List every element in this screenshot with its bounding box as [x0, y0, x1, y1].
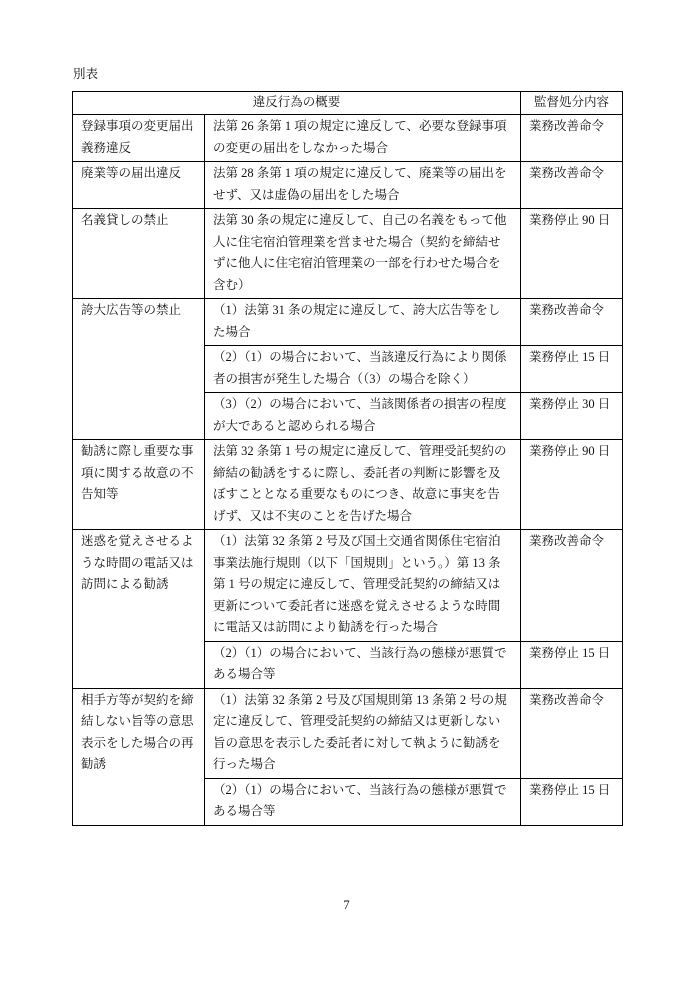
penalty-cell: 業務停止 90 日: [521, 440, 623, 530]
description-cell: 法第 32 条第 1 号の規定に違反して、管理受託契約の締結の勧誘をするに際し、委託者の判断に影響を及ぼすこととなる重要なものにつき、故意に事実を告げず、又は不実のことを告げた場合: [205, 440, 521, 530]
description-cell: 法第 28 条第 1 項の規定に違反して、廃業等の届出をせず、又は虚偽の届出をした場合: [205, 162, 521, 209]
table-row: [73, 299, 623, 346]
page-number: 7: [343, 898, 350, 912]
category-cell: 勧誘に際し重要な事項に関する故意の不告知等: [73, 440, 205, 530]
penalty-cell: 業務停止 15 日: [521, 346, 623, 393]
penalty-cell: 業務改善命令: [521, 299, 623, 346]
table-caption: 別表: [73, 67, 99, 81]
penalty-cell: 業務停止 90 日: [521, 209, 623, 299]
table-row: [73, 530, 623, 642]
header-violation-summary: 違反行為の概要: [73, 92, 521, 115]
category-cell: 迷惑を覚えさせるような時間の電話又は訪問による勧誘: [73, 530, 205, 689]
description-cell: 法第 26 条第 1 項の規定に違反して、必要な登録事項の変更の届出をしなかった場合: [205, 115, 521, 162]
penalty-cell: 業務停止 15 日: [521, 641, 623, 688]
description-cell: （1）法第 32 条第 2 号及び国規則第 13 条第 2 号の規定に違反して、管理受託契約の締結又は更新しない旨の意思を表示した委託者に対して執ように勧誘を行った場合: [205, 688, 521, 778]
description-cell: （2）（1）の場合において、当該違反行為により関係者の損害が発生した場合（（3）の場合を除く）: [205, 346, 521, 393]
table-row: [73, 209, 623, 299]
category-cell: 誇大広告等の禁止: [73, 299, 205, 440]
table-header-row: [73, 92, 623, 115]
description-cell: （2）（1）の場合において、当該行為の態様が悪質である場合等: [205, 778, 521, 825]
penalty-cell: 業務改善命令: [521, 688, 623, 778]
table-row: [73, 115, 623, 162]
table-row: [73, 440, 623, 530]
table-row: [73, 688, 623, 778]
penalty-cell: 業務改善命令: [521, 115, 623, 162]
header-penalty: 監督処分内容: [521, 92, 623, 115]
category-cell: 登録事項の変更届出義務違反: [73, 115, 205, 162]
description-cell: （1）法第 32 条第 2 号及び国土交通省関係住宅宿泊事業法施行規則（以下「国規則」という。）第 13 条第 1 号の規定に違反して、管理受託契約の締結又は更新について委託者に迷惑を覚えさせるような時間に電話又は訪問により勧誘を行った場合: [205, 530, 521, 642]
penalty-cell: 業務停止 30 日: [521, 393, 623, 440]
description-cell: （1）法第 31 条の規定に違反して、誇大広告等をした場合: [205, 299, 521, 346]
violation-table: [72, 91, 623, 826]
description-cell: （2）（1）の場合において、当該行為の態様が悪質である場合等: [205, 641, 521, 688]
penalty-cell: 業務改善命令: [521, 530, 623, 642]
category-cell: 名義貸しの禁止: [73, 209, 205, 299]
penalty-cell: 業務停止 15 日: [521, 778, 623, 825]
category-cell: 廃業等の届出違反: [73, 162, 205, 209]
penalty-cell: 業務改善命令: [521, 162, 623, 209]
category-cell: 相手方等が契約を締結しない旨等の意思表示をした場合の再勧誘: [73, 688, 205, 825]
description-cell: 法第 30 条の規定に違反して、自己の名義をもって他人に住宅宿泊管理業を営ませた場合（契約を締結せずに他人に住宅宿泊管理業の一部を行わせた場合を含む）: [205, 209, 521, 299]
description-cell: （3）（2）の場合において、当該関係者の損害の程度が大であると認められる場合: [205, 393, 521, 440]
table-row: [73, 162, 623, 209]
